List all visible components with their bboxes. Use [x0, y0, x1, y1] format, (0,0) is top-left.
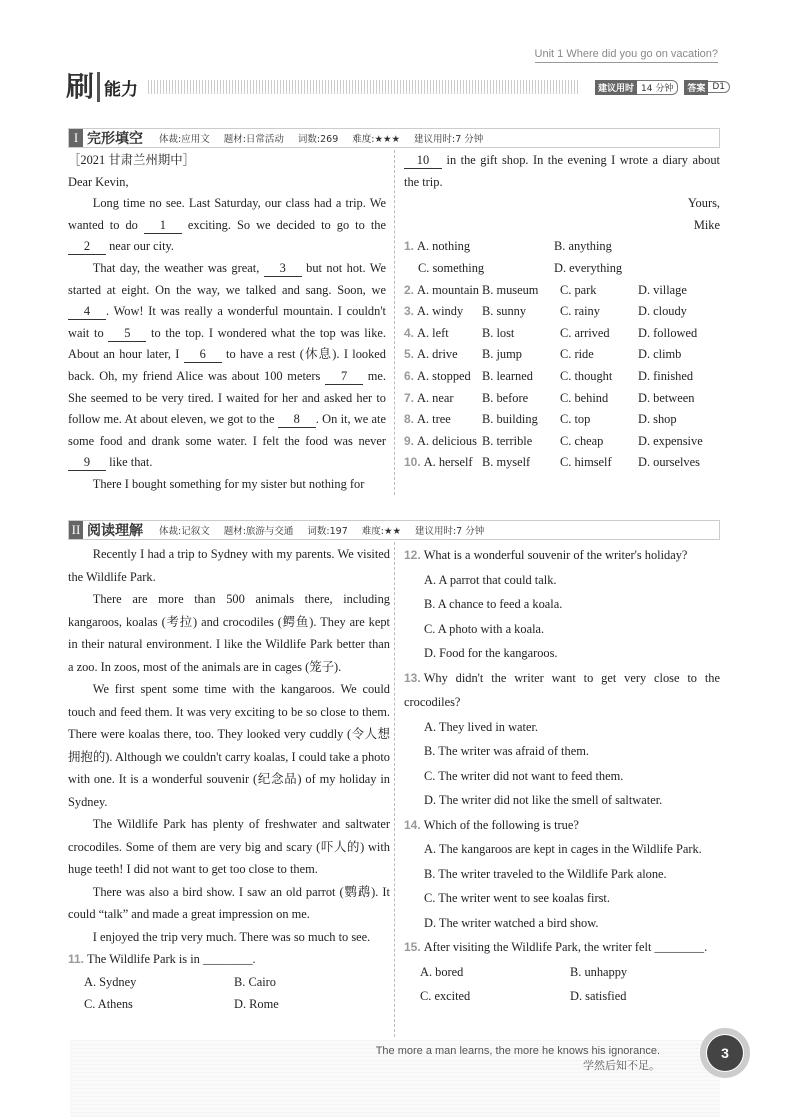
- question-row: [404, 280, 720, 302]
- option-a: [404, 431, 482, 453]
- option-b: B. building: [482, 412, 538, 427]
- question-row: [404, 236, 720, 258]
- option-b: B. Cairo: [234, 974, 276, 989]
- option-a: A. A parrot that could talk.: [424, 572, 557, 587]
- option-c: C. A photo with a koala.: [424, 621, 545, 636]
- signature: Mike: [693, 217, 720, 232]
- answer-tag: [684, 80, 730, 95]
- option-a: [404, 388, 482, 410]
- decorative-stripes: [148, 80, 579, 94]
- question-number: 6.: [404, 368, 415, 383]
- option-c: C. arrived: [560, 325, 610, 340]
- question-row: [404, 344, 720, 366]
- option-b: B. sunny: [482, 304, 527, 319]
- text: exciting. So we decided to go to the: [181, 217, 386, 232]
- question-number: 4.: [404, 325, 415, 340]
- question-row: [404, 409, 720, 431]
- blank-6: 6: [184, 346, 222, 363]
- option-text: A. stopped: [417, 368, 471, 383]
- option-a: A. bored: [420, 964, 464, 979]
- quote-english: The more a man learns, the more he knows his ignorance.: [375, 1045, 660, 1057]
- option-d: D. shop: [638, 412, 677, 427]
- text: but not hot. We started at eight. On the way, we talked and sang. Soon, we: [68, 260, 386, 297]
- option-a: A. Sydney: [84, 974, 137, 989]
- option-c: C. thought: [560, 368, 613, 383]
- option-b: B. The writer was afraid of them.: [424, 744, 589, 758]
- option-text: A. windy: [417, 304, 464, 319]
- question-stem: [404, 543, 720, 568]
- question-stem: [404, 935, 720, 960]
- option-d: D. The writer watched a bird show.: [424, 915, 599, 930]
- option-c: C. cheap: [560, 433, 604, 448]
- word-count: 词数:269: [297, 134, 339, 145]
- option-c: C. excited: [420, 989, 471, 1003]
- question-number: 13.: [404, 670, 421, 685]
- section-2-header: [68, 520, 720, 540]
- text: . On it, we ate some food and drank some water. I felt the food was never: [68, 412, 386, 448]
- question-number: 1.: [404, 239, 415, 254]
- blank-7: 7: [325, 368, 363, 385]
- option-b: B. terrible: [482, 433, 533, 448]
- option-a: [404, 236, 554, 258]
- question-stem: [68, 948, 390, 971]
- brand-big: 刷: [66, 72, 100, 102]
- option-text: A. near: [417, 390, 454, 405]
- question-row: [404, 431, 720, 453]
- footer-quote: [376, 1044, 660, 1074]
- time-value: 14 分钟: [637, 80, 678, 95]
- option-c: C. park: [560, 282, 597, 297]
- option-c: C. The writer did not want to feed them.: [424, 768, 624, 783]
- paragraph: I enjoyed the trip very much. There was so much to see.: [92, 929, 371, 944]
- question-text: What is a wonderful souvenir of the writer's holiday?: [423, 548, 688, 562]
- text: to have a rest (休息). I looked back. Oh, my friend Alice was about 100 meters: [68, 347, 386, 383]
- option-c: C. behind: [560, 390, 609, 405]
- text: That day, the weather was great,: [92, 260, 264, 275]
- blank-4: 4: [68, 303, 106, 320]
- option-b: B. unhappy: [570, 964, 628, 979]
- question-row: [404, 323, 720, 345]
- text: like that.: [106, 455, 153, 470]
- paragraph: [68, 258, 386, 474]
- option-row: [404, 960, 720, 985]
- text: me. She seemed to be very tired. I waited for her and asked her to follow me. At about eleven, we got to the: [68, 368, 386, 427]
- unit-title: Unit 1 Where did you go on vacation?: [535, 48, 718, 63]
- question-row: [404, 301, 720, 323]
- page-number: 3: [707, 1035, 743, 1071]
- cloze-questions: [404, 236, 720, 474]
- option-c: C. something: [418, 260, 485, 275]
- option-d: D. The writer did not like the smell of saltwater.: [424, 793, 663, 807]
- option-text: A. mountain: [417, 282, 479, 297]
- paragraph: Recently I had a trip to Sydney with my parents. We visited the Wildlife Park.: [68, 547, 390, 584]
- quote-chinese: 学然后知不足。: [583, 1060, 660, 1072]
- question-text: After visiting the Wildlife Park, the writer felt ________.: [423, 940, 708, 954]
- option-c: C. ride: [560, 347, 594, 362]
- topic: 题材:日常活动: [223, 134, 284, 145]
- option-a: [404, 301, 482, 323]
- option-text: A. delicious: [417, 433, 477, 448]
- paragraph: [68, 150, 386, 172]
- option-d: D. between: [638, 390, 695, 405]
- option-d: D. satisfied: [570, 989, 627, 1003]
- section-brand: [66, 72, 730, 102]
- text: . Wow! It was really a wonderful mountain. I couldn't wait to: [68, 304, 386, 340]
- genre: 体裁:记叙文: [159, 526, 210, 537]
- option-a: A. They lived in water.: [424, 719, 539, 734]
- option-d: D. cloudy: [638, 304, 687, 319]
- option-b: B. museum: [482, 282, 539, 297]
- question-number: 3.: [404, 304, 415, 319]
- column-divider: [394, 542, 395, 1037]
- text: Long time no see. Last Saturday, our class had a trip. We wanted to do: [68, 196, 386, 232]
- blank-5: 5: [108, 325, 146, 342]
- text: to the top. I wondered what the top was like. About an hour later, I: [68, 325, 386, 362]
- paragraph: [404, 150, 720, 193]
- question-number: 14.: [404, 817, 421, 832]
- question-number: 7.: [404, 390, 415, 405]
- paragraph: [68, 172, 386, 194]
- reading-passage: [68, 543, 390, 1016]
- text: near our city.: [106, 239, 175, 254]
- question-number: 2.: [404, 282, 415, 297]
- question-text: Why didn't the writer want to get very close to the crocodiles?: [404, 670, 720, 709]
- genre: 体裁:应用文: [159, 134, 210, 145]
- option-d: D. expensive: [638, 433, 703, 448]
- question-number: 10.: [404, 455, 421, 470]
- option-a: [404, 409, 482, 431]
- option-b: B. anything: [554, 239, 612, 254]
- section-title: 阅读理解: [87, 523, 143, 539]
- option-c: C. Athens: [84, 997, 133, 1011]
- option-row: [404, 984, 720, 1009]
- text: Dear Kevin,: [68, 174, 129, 189]
- blank-8: 8: [278, 411, 316, 428]
- text: in the gift shop. In the evening I wrote a diary about the trip.: [404, 153, 720, 189]
- paragraph: The Wildlife Park has plenty of freshwater and saltwater crocodiles. Some of them are very big and scary (吓人的) with huge teeth! I did not want to get too close to them.: [68, 817, 390, 876]
- option-c: C. rainy: [560, 304, 600, 319]
- difficulty: 难度:★★★: [352, 134, 401, 145]
- option-c: C. top: [560, 412, 591, 427]
- suggested-time: 建议用时:7 分钟: [414, 134, 484, 145]
- option-a: [404, 280, 482, 302]
- blank-2: 2: [68, 238, 106, 255]
- option-d: D. Rome: [234, 997, 279, 1011]
- option-a: [404, 323, 482, 345]
- question-row: [404, 366, 720, 388]
- question-number: 5.: [404, 347, 415, 362]
- question-row: [404, 258, 720, 280]
- blank-9: 9: [68, 454, 106, 471]
- paragraph: There was also a bird show. I saw an old parrot (鹦鹉). It could “talk” and made a great impression on me.: [68, 884, 390, 921]
- question-number: 12.: [404, 548, 421, 562]
- paragraph: [68, 193, 386, 258]
- option-d: D. village: [638, 282, 687, 297]
- section-number: II: [69, 521, 83, 539]
- blank-1: 1: [144, 217, 182, 234]
- difficulty: 难度:★★: [361, 526, 401, 537]
- option-a: A. The kangaroos are kept in cages in the Wildlife Park.: [424, 842, 702, 856]
- brand-title: 能力: [104, 79, 139, 100]
- blank-10: 10: [404, 152, 442, 169]
- paragraph: [68, 474, 386, 496]
- option-b: B. The writer traveled to the Wildlife Park alone.: [424, 866, 667, 881]
- option-b: B. jump: [482, 347, 522, 362]
- option-a: [404, 344, 482, 366]
- question-stem: [404, 813, 720, 838]
- option-d: D. finished: [638, 368, 694, 383]
- section-number: I: [69, 129, 83, 147]
- option-row: [68, 971, 390, 994]
- blank-3: 3: [264, 260, 302, 277]
- text: There I bought something for my sister but nothing for: [92, 476, 365, 491]
- option-text: A. herself: [423, 455, 473, 470]
- time-label: 建议用时: [595, 80, 637, 95]
- question-row: [404, 452, 720, 474]
- option-c: C. himself: [560, 455, 612, 470]
- text: ［2021 甘肃兰州期中］: [68, 153, 196, 167]
- option-d: D. climb: [638, 347, 682, 362]
- option-d: D. followed: [638, 325, 698, 340]
- option-text: A. nothing: [417, 239, 471, 254]
- suggested-time: 建议用时:7 分钟: [414, 526, 485, 537]
- paragraph: There are more than 500 animals there, including kangaroos, koalas (考拉) and crocodiles (鳄鱼). They are kept in their natural environment. I like the Wildlife Park better than a zoo. In zoos, most of the animals are in cages (笼子).: [68, 592, 390, 674]
- question-number: 11.: [68, 952, 85, 966]
- option-d: D. everything: [554, 260, 623, 275]
- option-b: B. myself: [482, 455, 531, 470]
- question-number: 8.: [404, 412, 415, 427]
- option-a: [404, 366, 482, 388]
- reading-questions: [404, 543, 720, 1009]
- option-text: A. tree: [417, 412, 451, 427]
- column-divider: [394, 150, 395, 495]
- option-b: B. before: [482, 390, 529, 405]
- word-count: 词数:197: [307, 526, 348, 537]
- cloze-passage-continued: [404, 150, 720, 474]
- question-stem: [404, 666, 720, 715]
- topic: 题材:旅游与交通: [223, 526, 294, 537]
- option-b: B. lost: [482, 325, 515, 340]
- question-text: Which of the following is true?: [423, 817, 579, 832]
- section-1-header: [68, 128, 720, 148]
- time-tag: [595, 80, 678, 95]
- question-row: [404, 388, 720, 410]
- option-d: D. Food for the kangaroos.: [424, 646, 558, 660]
- option-text: A. left: [417, 325, 449, 340]
- option-text: A. drive: [417, 347, 458, 362]
- closing: Yours,: [687, 196, 720, 211]
- option-row: [68, 993, 390, 1016]
- cloze-passage: [68, 150, 386, 496]
- answer-label: 答案: [684, 80, 708, 95]
- paragraph: We first spent some time with the kangaroos. We could touch and feed them. It was very exciting to be so close to them. There were koalas there, too. They looked very cuddly (令人想拥抱的). Although we couldn't carry koalas, I could take a photo with one. It is a wonderful souvenir (纪念品) of my holiday in Sydney.: [68, 682, 390, 809]
- question-number: 15.: [404, 940, 421, 954]
- question-text: The Wildlife Park is in ________.: [87, 952, 256, 966]
- section-title: 完形填空: [87, 131, 143, 147]
- option-b: B. learned: [482, 368, 533, 383]
- question-number: 9.: [404, 433, 415, 448]
- option-d: D. ourselves: [638, 455, 700, 470]
- option-a: [404, 452, 482, 474]
- option-b: B. A chance to feed a koala.: [424, 597, 563, 611]
- option-c: C. The writer went to see koalas first.: [424, 891, 610, 905]
- answer-value: D1: [708, 81, 730, 93]
